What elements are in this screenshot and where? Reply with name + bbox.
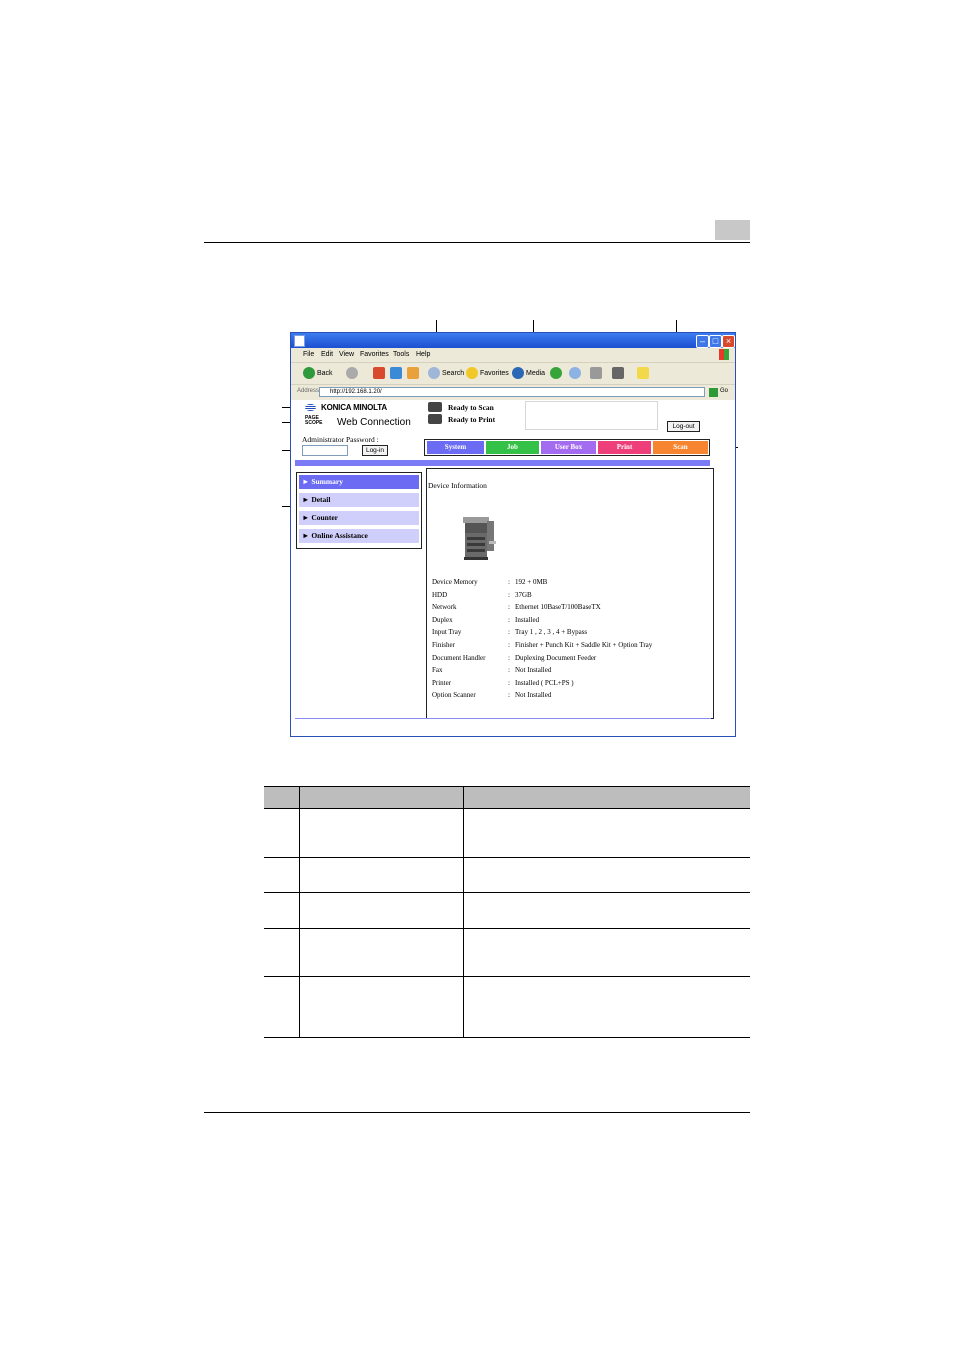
sidebar-item-label: Online Assistance [311, 531, 368, 540]
page-content [291, 400, 735, 736]
spec-separator: : [508, 666, 510, 675]
admin-password-label: Administrator Password : [302, 435, 379, 444]
home-icon[interactable] [407, 367, 419, 379]
spec-value: Not Installed [515, 691, 552, 700]
sidebar-item-label: Detail [311, 495, 331, 504]
print-status: Ready to Print [448, 415, 496, 424]
media-icon[interactable] [512, 367, 524, 379]
media-button-label[interactable]: Media [526, 370, 546, 377]
favorites-button-label[interactable]: Favorites [480, 370, 509, 377]
spec-separator: : [508, 653, 510, 662]
device-image [463, 513, 496, 560]
page-number-box [715, 220, 750, 240]
pagescope-logo: PAGE SCOPE [305, 415, 323, 426]
table-row-divider [264, 976, 750, 977]
spec-value: Tray 1 , 2 , 3 , 4 + Bypass [515, 628, 588, 637]
history-icon[interactable] [550, 367, 562, 379]
forward-arrow-icon[interactable] [346, 367, 358, 379]
konica-minolta-logo-icon [305, 404, 316, 411]
spec-key: Device Memory [432, 578, 478, 586]
maximize-button[interactable]: □ [709, 335, 722, 348]
sidebar-item-counter[interactable]: ► Counter [299, 511, 419, 525]
spec-value: Installed [515, 615, 540, 624]
tab-job[interactable]: Job [486, 441, 539, 454]
spec-key: Fax [432, 666, 443, 675]
device-info-panel [426, 468, 714, 719]
spec-separator: : [508, 578, 510, 586]
spec-value: Finisher + Punch Kit + Saddle Kit + Option Tray [515, 641, 653, 649]
menu-file[interactable]: File [303, 351, 315, 358]
browser-window [290, 332, 736, 737]
spec-key: Finisher [432, 641, 455, 649]
spec-separator: : [508, 590, 510, 599]
spec-key: Document Handler [432, 653, 486, 662]
message-box [525, 401, 658, 430]
spec-separator: : [508, 603, 510, 612]
sidebar-menu [296, 472, 422, 549]
sidebar-item-summary[interactable]: ► Summary [299, 475, 419, 489]
close-button[interactable]: × [722, 335, 735, 348]
favorites-star-icon[interactable] [466, 367, 478, 379]
spec-value: 37GB [515, 590, 532, 599]
address-input[interactable]: http://192.168.1.20/ [319, 387, 705, 397]
menu-view[interactable]: View [339, 351, 355, 358]
spec-key: HDD [432, 590, 448, 599]
printer-icon [428, 414, 442, 424]
tab-scan[interactable]: Scan [653, 441, 708, 454]
header-rule [204, 242, 750, 243]
document-icon [294, 335, 305, 347]
address-bar [291, 384, 735, 401]
tab-print[interactable]: Print [598, 441, 651, 454]
search-button-label[interactable]: Search [442, 370, 465, 377]
tab-user-box[interactable]: User Box [541, 441, 596, 454]
scan-status: Ready to Scan [448, 403, 494, 412]
spec-value: Ethernet 10BaseT/100BaseTX [515, 603, 601, 612]
spec-key: Network [432, 603, 457, 612]
table-bottom-border [264, 1037, 750, 1038]
menu-help[interactable]: Help [416, 351, 431, 358]
edit-icon[interactable] [612, 367, 624, 379]
table-row-divider [264, 857, 750, 858]
browser-toolbar [291, 362, 735, 385]
scanner-icon [428, 402, 442, 412]
menu-edit[interactable]: Edit [321, 351, 334, 358]
footer-line [295, 718, 711, 719]
spec-separator: : [508, 678, 510, 687]
minimize-button[interactable]: – [696, 335, 709, 348]
admin-password-input[interactable] [302, 445, 348, 456]
menu-tools[interactable]: Tools [393, 351, 410, 358]
spec-value: Duplexing Document Feeder [515, 653, 597, 662]
sidebar-item-label: Summary [311, 477, 343, 486]
spec-value: Not Installed [515, 666, 552, 675]
table-row-divider [264, 892, 750, 893]
table-column-divider [299, 786, 300, 1038]
spec-separator: : [508, 628, 510, 637]
logout-button[interactable]: Log-out [667, 421, 700, 432]
spec-separator: : [508, 641, 510, 649]
spec-value: Installed ( PCL+PS ) [515, 678, 574, 687]
stop-icon[interactable] [373, 367, 385, 379]
spec-value: 192 + 0MB [515, 578, 548, 586]
spec-separator: : [508, 615, 510, 624]
mail-icon[interactable] [569, 367, 581, 379]
sidebar-item-detail[interactable]: ► Detail [299, 493, 419, 507]
table-header [264, 786, 750, 809]
address-label: Address [297, 388, 320, 394]
back-button-label[interactable]: Back [317, 370, 333, 377]
title-bar [291, 333, 735, 348]
spec-key: Duplex [432, 615, 453, 624]
product-name: Web Connection [337, 417, 411, 428]
tab-bar [424, 439, 710, 456]
brand-logo: KONICA MINOLTA [321, 403, 387, 412]
table-column-divider [463, 786, 464, 1038]
login-button[interactable]: Log-in [362, 445, 388, 456]
spec-key: Input Tray [432, 628, 462, 637]
spec-key: Option Scanner [432, 691, 476, 700]
go-arrow-icon[interactable] [709, 388, 718, 397]
windows-logo-icon [719, 349, 729, 360]
go-button-label[interactable]: Go [720, 388, 729, 394]
sidebar-item-online-assistance[interactable]: ► Online Assistance [299, 529, 419, 543]
tab-system[interactable]: System [427, 441, 484, 454]
table-row-divider [264, 928, 750, 929]
device-info-title: Device Information [428, 481, 487, 490]
back-arrow-icon[interactable] [303, 367, 315, 379]
search-icon[interactable] [428, 367, 440, 379]
footer-rule [204, 1112, 750, 1113]
sidebar-item-label: Counter [311, 513, 338, 522]
menu-favorites[interactable]: Favorites [360, 351, 389, 358]
accent-bar [295, 460, 710, 466]
spec-separator: : [508, 691, 510, 700]
refresh-icon[interactable] [390, 367, 402, 379]
spec-key: Printer [432, 678, 452, 687]
menu-bar [291, 348, 735, 362]
print-icon[interactable] [590, 367, 602, 379]
messenger-icon[interactable] [637, 367, 649, 379]
